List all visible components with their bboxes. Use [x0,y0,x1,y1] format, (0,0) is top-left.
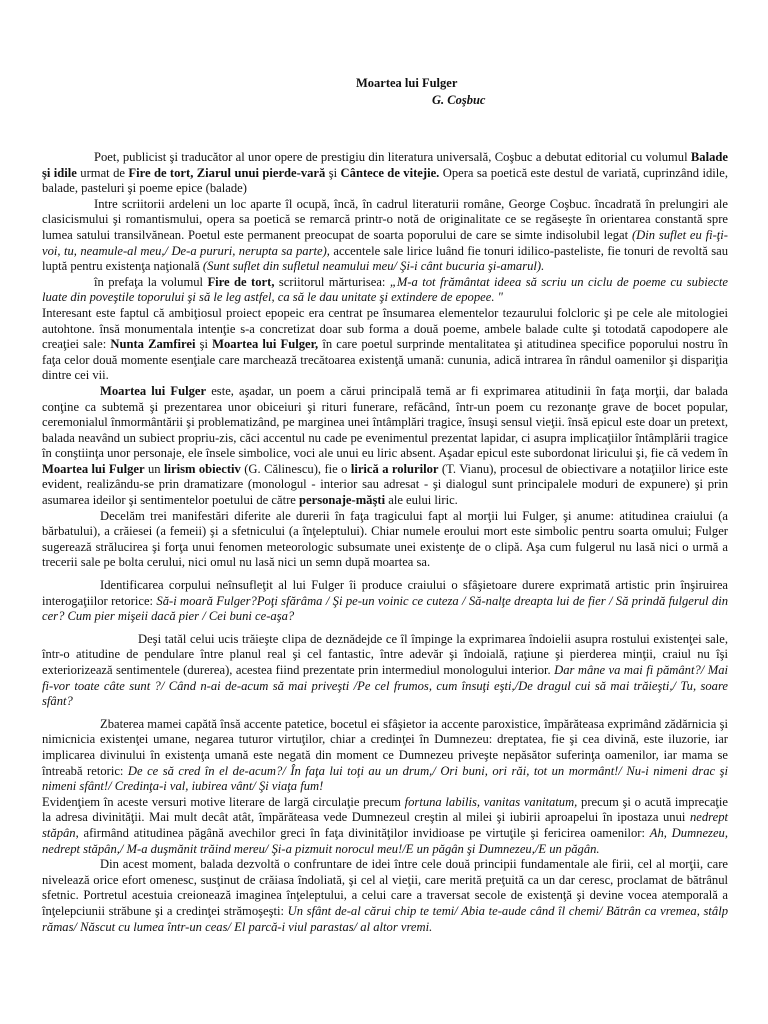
paragraph-6: Decelăm trei manifestări diferite ale durerii în faţa tragicului fapt al morţii lui Fulger, şi anume: atitudinea craiului (a bărbatului), a crăiesei (a femeii) şi a sfetnicului (a înţeleptului). Chiar numele eroului mort este simbolic pentru soarta omului; Fulger sugerează strălucirea şi forţa unui fenomen meteorologic subsumate unei existenţe de o clipă. Aşa cum fulgerul nu lasă nici o urmă a trecerii sale pe bolta cerului, nici omul nu lasă nici un semn după moartea sa. [42,508,728,570]
paragraph-3: în prefaţa la volumul Fire de tort, scriitorul mărturisea: „M-a tot frământat ideea să scriu un ciclu de poeme cu subiecte luate din poveştile toporului şi să le leg astfel, ca să le dau unitate şi extindere de epopee. " [42,274,728,305]
paragraph-8: Deşi tatăl celui ucis trăieşte clipa de deznădejde ce îl împinge la exprimarea îndoielii asupra rostului existenţei sale, într-o atitudine de pendulare între planul real şi cel fantastic, între adevăr şi îndoială, raţiune şi pierderea minţii, craiul nu îşi exteriorizează sentimentele (durerea), acestea fiind prezentate prin intermediul monologului interior. Dar mâne va mai fi pământ?/ Mai fi-vor toate câte sunt ?/ Când n-ai de-acum să mai priveşti /Pe cel frumos, cum însuţi eşti,/De dragul cui să mai trăieşti,/ Tu, soare sfânt? [42,631,728,709]
paragraph-4: Interesant este faptul că ambiţiosul proiect epopeic era centrat pe însumarea elementelor tezaurului folcloric şi pe cele ale mitologiei autohtone. însă monumentala intenţie s-a concretizat doar sub forma a două poeme, ambele balade culte şi totodată capodopere ale creaţiei sale: Nunta Zamfirei şi Moartea lui Fulger, în care poetul surprinde mentalitatea şi atitudinea specifice poporului nostru în faţa celor două momente esenţiale care marchează trecătoarea existenţă umană: cununia, adică intrarea în rândul oamenilor şi dispariţia dintre cei vii. [42,305,728,383]
paragraph-7: Identificarea corpului neînsufleţit al lui Fulger îi produce craiului o sfâşietoare durere exprimată artistic prin înşiruirea interogaţiilor retorice: Să-i moară Fulger?Poţi sfărâma / Şi pe-un voinic ce cuteza / Să-nalţe dreapta lui de fier / Să prindă fulgerul din cer? Cum pier mişeii dacă pier / Cei buni ce-aşa? [42,578,728,624]
paragraph-2: Intre scriitorii ardeleni un loc aparte îl ocupă, încă, în cadrul literaturii române, George Coşbuc. încadrată în prelungiri ale clasicismului şi romantismului, opera sa poetică se remarcă printr-o notă de originalitate ce se regăseşte în orientarea constantă spre lumea satului transilvănean. Poetul este permanent preocupat de soarta poporului de care se simte indisolubil legat (Din suflet eu fi-ţi-voi, tu, neamule-al meu,/ De-a pururi, nerupta sa parte), accentele sale lirice luând fie tonuri idilico-pasteliste, fie tonuri de revoltă sau luptă pentru existenţa naţională (Sunt suflet din sufletul neamului meu/ Şi-i cânt bucuria şi-amarul). [42,196,729,274]
document-author: G. Coşbuc [432,93,486,107]
document-title: Moartea lui Fulger [356,76,458,90]
document-body [42,150,728,935]
paragraph-5: Moartea lui Fulger este, aşadar, un poem a cărui principală temă ar fi exprimarea atitudinii în faţa morţii, dar balada conţine ca subtemă şi prezentarea unor obiceiuri şi rituri funerare, refăcând, într-un poem cu rezonanţe grave de bocet popular, ceremonialul înmormântării şi problematizând, pe marginea unei întâmplări tragice, însuşi sensul vieţii. însă epicul este doar un pretext, balada neavând un subiect propriu-zis, căci accentul nu cade pe evenimentul prezentat lapidar, ci asupra implicaţiilor întâmplării tragice în conştiinţa unor personaje, ele însele simbolice, voci ale unui eu liric absent. Aşadar epicul este subordonat liricului şi, fie că vedem în Moartea lui Fulger un lirism obiectiv (G. Călinescu), fie o lirică a rolurilor (T. Vianu), procesul de obiectivare a notaţiilor lirice este evident, realizându-se prin dramatizare (monologul - interior sau adresat - şi dialogul sunt principalele moduri de expunere) şi prin asumarea ideilor şi sentimentelor poetului de către personaje-măşti ale eului liric. [42,383,728,508]
paragraph-11: Din acest moment, balada dezvoltă o confruntare de idei între cele două principii fundamentale ale firii, cel al morţii, care nivelează orice efort omenesc, susţinut de crăiasa îndoliată, şi cel al vieţii, care merită preţuită ca un dar ceresc, proclamat de bătrânul sfetnic. Portretul acestuia creionează imaginea înţeleptului, a celui care a traversat secole de existenţă şi devine vocea atemporală a înţelepciunii străbune şi a credinţei strămoşeşti: Un sfânt de-al cărui chip te temi/ Abia te-aude când îl chemi/ Bătrân ca vremea, stâlp rămas/ Născut cu lumea într-un ceas/ El parcă-i viul parastas/ al altor vremi. [42,857,728,934]
paragraph-1: Poet, publicist şi traducător al unor opere de prestigiu din literatura universală, Coşbuc a debutat editorial cu volumul Balade şi idile urmat de Fire de tort, Ziarul unui pierde-vară şi Cântece de vitejie. Opera sa poetică este destul de variată, cuprinzând idile, balade, pasteluri şi poeme epice (balade) [42,150,729,196]
paragraph-9: Zbaterea mamei capătă însă accente patetice, bocetul ei sfâşietor ia accente paroxistice, împărăteasa exprimând zădărnicia şi nimicnicia existenţei umane, negarea tuturor virtuţilor, chiar a credinţei în Dumnezeu: dreptatea, fie şi cea divină, este iluzorie, iar implicarea divinului în existenţa umană este negată din moment ce Dumnezeu priveşte nepăsător suferinţa oamenilor, iar mama se întreabă retoric: De ce să cred în el de-acum?/ În faţa lui toţi au un drum,/ Ori buni, ori răi, tot un mormânt!/ Nu-i nimeni drac şi nimeni sfânt!/ Credinţa-i val, iubirea vânt/ Şi viaţa fum! [42,716,728,794]
paragraph-10: Evidenţiem în aceste versuri motive literare de largă circulaţie precum fortuna labilis, vanitas vanitatum, precum şi o acută imprecaţie la adresa divinităţii. Mai mult decât atât, împărăteasa vede Dumnezeul creştin al milei şi iubirii aproapelui în ipostaza unui nedrept stăpân, afirmând atitudinea păgână avechilor greci în faţa divinităţilor invidioase pe virtuţile şi fericirea oamenilor: Ah, Dumnezeu, nedrept stăpân,/ M-a duşmănit trăind mereu/ Şi-a pizmuit norocul meu!/E un păgân şi Dumnezeu,/E un păgân. [42,794,728,856]
